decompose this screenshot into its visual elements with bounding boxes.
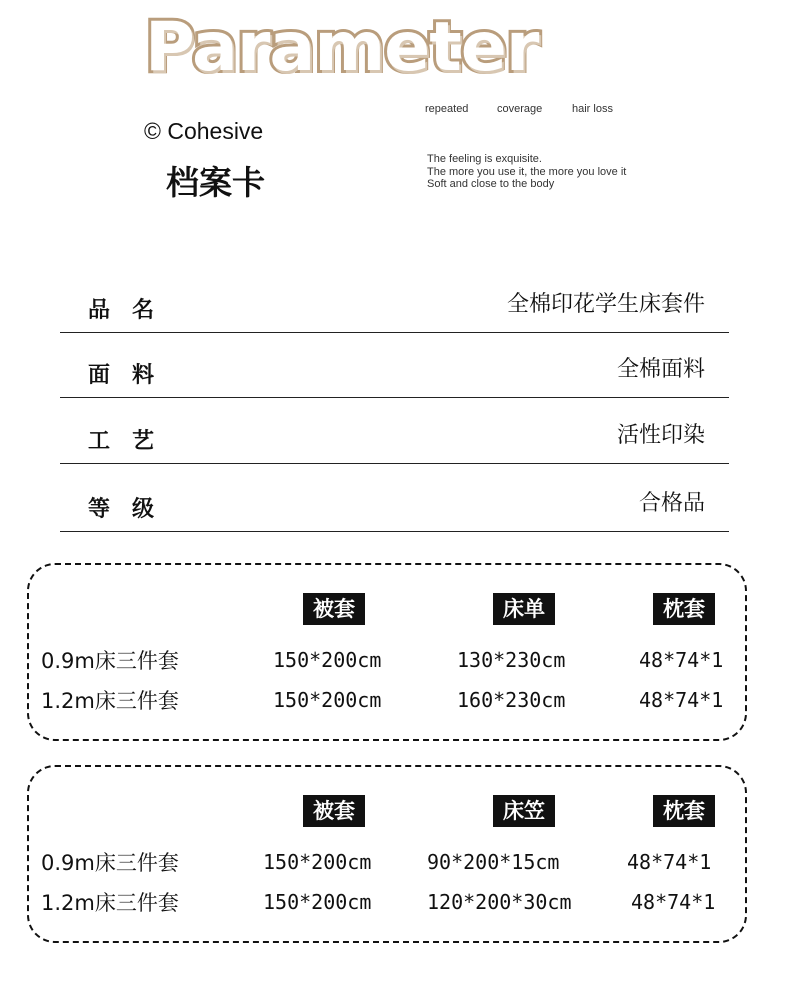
tagline-line-3: Soft and close to the body: [427, 178, 555, 190]
table-cell: 48*74*1: [627, 850, 712, 874]
column-header: 枕套: [653, 795, 715, 827]
spec-label: 品名: [88, 298, 177, 323]
table-cell: 150*200cm: [263, 850, 372, 874]
spec-label: 工艺: [88, 429, 177, 454]
spec-value: 合格品: [638, 491, 705, 516]
spec-row-process: [60, 399, 729, 464]
table-cell: 48*74*1: [639, 648, 724, 672]
tag-repeated: repeated: [425, 103, 469, 115]
brand-name: © Cohesive: [144, 118, 264, 144]
size-table-1: [27, 563, 747, 741]
column-header: 被套: [303, 795, 365, 827]
spec-value: 全棉面料: [616, 357, 705, 382]
size-table-2: [27, 765, 747, 943]
row-label: 1.2m床三件套: [41, 689, 179, 713]
row-label: 1.2m床三件套: [41, 891, 179, 915]
page-title: Parameter: [145, 8, 539, 87]
spec-row-fabric: [60, 333, 729, 398]
tagline-line-2: The more you use it, the more you love it: [427, 165, 627, 178]
spec-label: 面料: [88, 363, 177, 388]
column-header: 床单: [493, 593, 555, 625]
tagline-line-1: The feeling is exquisite.: [427, 153, 542, 165]
row-label: 0.9m床三件套: [41, 851, 179, 875]
card-title: 档案卡: [166, 163, 265, 202]
tagline: [427, 153, 626, 191]
table-cell: 48*74*1: [631, 890, 716, 914]
tag-hair-loss: hair loss: [572, 103, 613, 115]
spec-value: 活性印染: [616, 423, 705, 448]
table-cell: 130*230cm: [457, 648, 566, 672]
row-label: 0.9m床三件套: [41, 649, 179, 673]
table-cell: 150*200cm: [263, 890, 372, 914]
spec-label: 等级: [88, 497, 177, 522]
table-cell: 48*74*1: [639, 688, 724, 712]
table-cell: 150*200cm: [273, 648, 382, 672]
spec-row-name: [60, 268, 729, 333]
table-cell: 150*200cm: [273, 688, 382, 712]
table-cell: 120*200*30cm: [427, 890, 572, 914]
spec-row-grade: [60, 467, 729, 532]
table-cell: 160*230cm: [457, 688, 566, 712]
tag-coverage: coverage: [497, 103, 543, 115]
column-header: 枕套: [653, 593, 715, 625]
spec-value: 全棉印花学生床套件: [506, 292, 705, 317]
table-cell: 90*200*15cm: [427, 850, 560, 874]
column-header: 床笠: [493, 795, 555, 827]
column-header: 被套: [303, 593, 365, 625]
